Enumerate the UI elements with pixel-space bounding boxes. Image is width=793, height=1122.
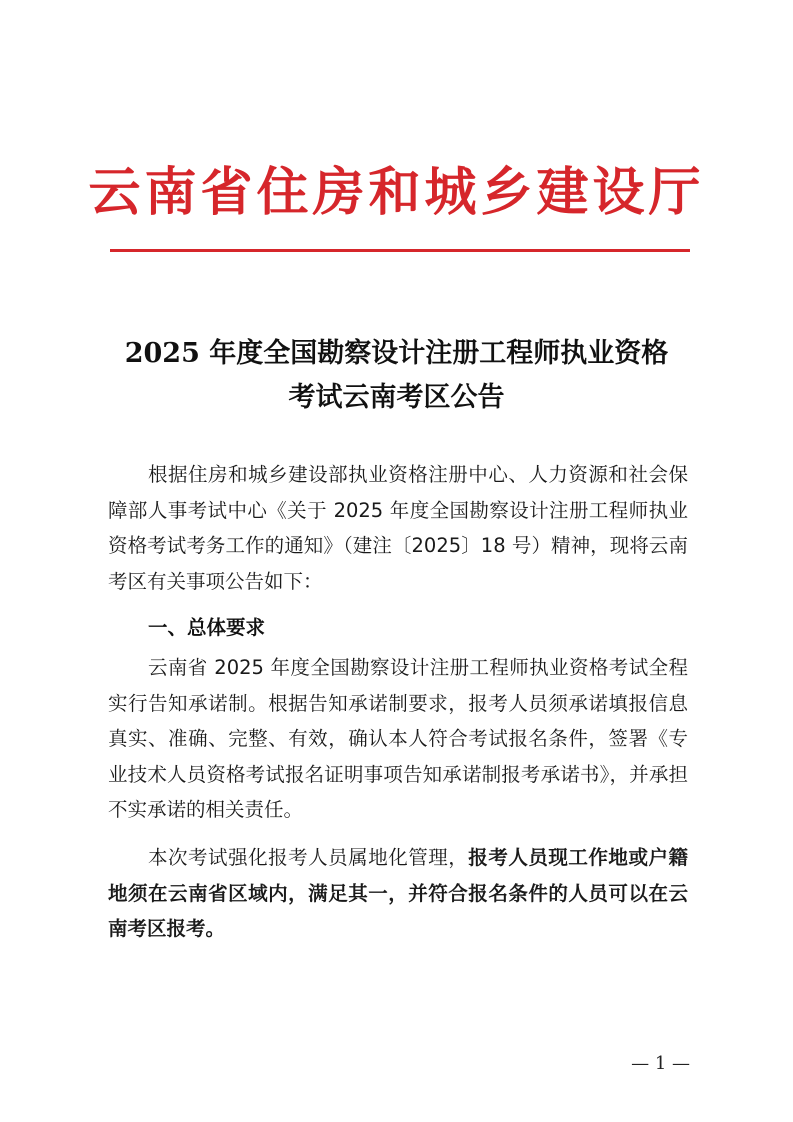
red-divider-line (110, 249, 690, 252)
paragraph-text: 根据住房和城乡建设部执业资格注册中心、人力资源和社会保障部人事考试中心《关于 2025 年度全国勘察设计注册工程师执业资格考试考务工作的通知》（建注〔2025〕18 号）精神，现将云南考区有关事项公告如下： (108, 463, 688, 593)
paragraph-text-emphasis: 报考人员现工作地或户籍地须在云南省区域内，满足其一，并符合报名条件的人员可以在云南考区报考。 (108, 846, 688, 940)
document-title (90, 332, 703, 420)
section-heading-general-requirements: 一、总体要求 (148, 616, 266, 639)
body-paragraph-registration-scope (108, 840, 688, 947)
paragraph-text-normal: 本次考试强化报考人员属地化管理， (148, 846, 469, 869)
body-paragraph-intro (108, 457, 688, 599)
body-paragraph-commitment (108, 650, 688, 828)
paragraph-text (108, 840, 688, 947)
page-number: — 1 — (631, 1053, 690, 1074)
document-title-line-2: 考试云南考区公告 (288, 382, 505, 413)
document-title-line-1: 2025 年度全国勘察设计注册工程师执业资格 (124, 338, 669, 369)
paragraph-text: 云南省 2025 年度全国勘察设计注册工程师执业资格考试全程实行告知承诺制。根据告知承诺制要求，报考人员须承诺填报信息真实、准确、完整、有效，确认本人符合考试报名条件，签署《专业技术人员资格考试报名证明事项告知承诺制报考承诺书》，并承担不实承诺的相关责任。 (108, 656, 688, 821)
issuing-authority-masthead: 云南省住房和城乡建设厅 (88, 162, 705, 223)
